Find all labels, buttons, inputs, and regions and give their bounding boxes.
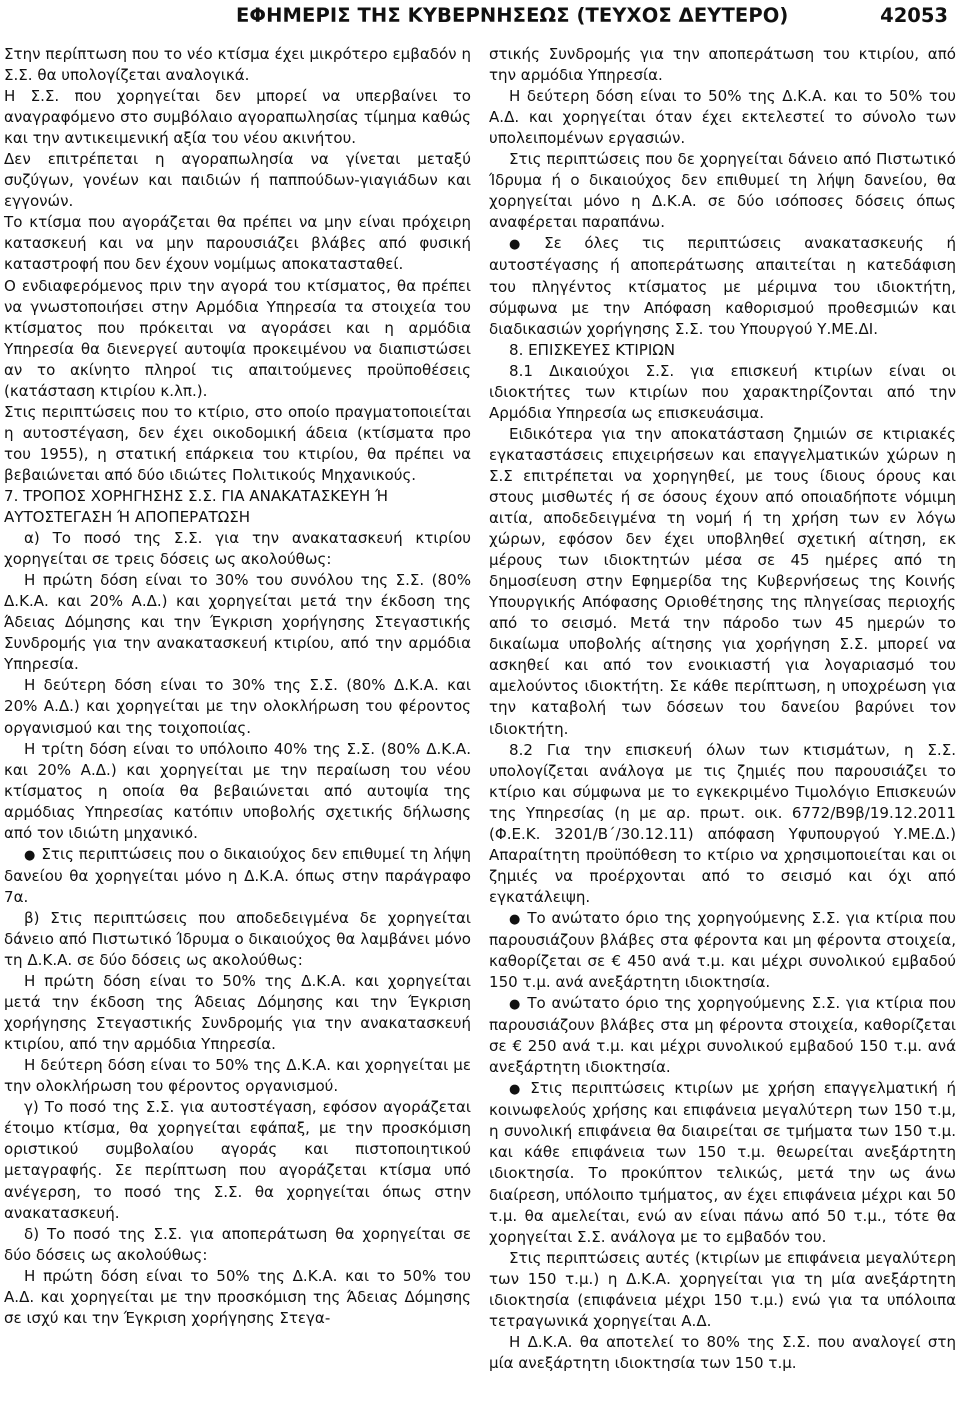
paragraph: 8.1 Δικαιούχοι Σ.Σ. για επισκευή κτιρίων είναι οι ιδιοκτήτες των κτιρίων που χαρακτηρίζονται από την Αρμόδια Υπηρεσία ως επισκευάσιμα. (489, 361, 956, 422)
paragraph: Το κτίσμα που αγοράζεται θα πρέπει να μην είναι πρόχειρη κατασκευή και να μην παρουσιάζει βλάβες από φυσική καταστροφή που δεν έχουν νομίμως αποκατασταθεί. (4, 213, 471, 274)
paragraph: Δεν επιτρέπεται η αγοραπωλησία να γίνεται μεταξύ συζύγων, γονέων και παιδιών ή παππούδων-γιαγιάδων και εγγονών. (4, 150, 471, 211)
paragraph: στικής Συνδρομής για την αποπεράτωση του κτιρίου, από την αρμόδια Υπηρεσία. (489, 45, 956, 85)
paragraph: γ) Το ποσό της Σ.Σ. για αυτοστέγαση, εφόσον αγοράζεται έτοιμο κτίσμα, θα χορηγείται εφάπαξ, με την προσκόμιση οριστικού συμβολαίου αγοράς και πιστοποιητικού μεταγραφής. Σε περίπτωση που αγοράζεται κτίσμα υπό ανέγερση, το ποσό της Σ.Σ. θα χορηγείται όπως στην ανακατασκευή. (4, 1098, 471, 1222)
paragraph: Στις περιπτώσεις που δε χορηγείται δάνειο από Πιστωτικό Ίδρυμα ή ο δικαιούχος δεν επιθυμεί τη λήψη δανείου, θα χορηγείται μόνο η Δ.Κ.Α. σε δύο ισόποσες δόσεις όπως αναφέρεται παραπάνω. (489, 150, 956, 232)
section-heading-8: 8. ΕΠΙΣΚΕΥΕΣ ΚΤΙΡΙΩΝ (509, 340, 676, 359)
paragraph: β) Στις περιπτώσεις που αποδεδειγμένα δε χορηγείται δάνειο από Πιστωτικό Ίδρυμα ο δικαιούχος θα λαμβάνει μόνο τη Δ.Κ.Α. σε δύο δόσεις ως ακολούθως: (4, 908, 471, 970)
bullet-paragraph: ● Το ανώτατο όριο της χορηγούμενης Σ.Σ. για κτίρια που παρουσιάζουν βλάβες στα φέροντα και μη φέροντα στοιχεία, καθορίζεται σε € 450 ανά τ.μ. και μέχρι συνολικού εμβαδού 150 τ.μ. ανά ανεξάρτητη ιδιοκτησία. (489, 908, 956, 993)
paragraph: Η πρώτη δόση είναι το 50% της Δ.Κ.Α. και το 50% του Α.Δ. και χορηγείται με την προσκόμιση της Άδειας Δόμησης σε ισχύ και την Έγκριση χορήγησης Στεγα- (4, 1266, 471, 1327)
left-column (4, 44, 471, 1329)
paragraph: Η δεύτερη δόση είναι το 50% της Δ.Κ.Α. και χορηγείται με την ολοκλήρωση του φέροντος οργανισμού. (4, 1056, 471, 1096)
paragraph: Στις περιπτώσεις που το κτίριο, στο οποίο πραγματοποιείται η αυτοστέγαση, δεν έχει οικοδομική άδεια (κτίσματα προ του 1955), η στατική επάρκεια του κτιρίου, θα πρέπει να βεβαιώνεται από δύο ιδιώτες Πολιτικούς Μηχανικούς. (4, 402, 471, 484)
bullet-paragraph: ● Στις περιπτώσεις που ο δικαιούχος δεν επιθυμεί τη λήψη δανείου θα χορηγείται μόνο η Δ.Κ.Α. όπως στην παράγραφο 7α. (4, 844, 471, 908)
paragraph: Στην περίπτωση που το νέο κτίσμα έχει μικρότερο εμβαδόν η Σ.Σ. θα υπολογίζεται αναλογικά. (4, 45, 471, 85)
paragraph: δ) Το ποσό της Σ.Σ. για αποπεράτωση θα χορηγείται σε δύο δόσεις ως ακολούθως: (4, 1224, 471, 1264)
paragraph: Η πρώτη δόση είναι το 30% του συνόλου της Σ.Σ. (80% Δ.Κ.Α. και 20% Α.Δ.) και χορηγείται μετά την έκδοση της Άδειας Δόμησης και την Έγκριση χορήγησης Στεγαστικής Συνδρομής για την ανακατασκευή κτιρίου, από την αρμόδια Υπηρεσία. (4, 571, 471, 674)
paragraph: Ο ενδιαφερόμενος πριν την αγορά του κτίσματος, θα πρέπει να γνωστοποιήσει στην Αρμόδια Υπηρεσία τα στοιχεία του κτίσματος που πρόκειται να αγοράσει και η αρμόδια Υπηρεσία θα διενεργεί αυτοψία προκειμένου να διαπιστώσει αν το ακίνητο πληροί τις απαιτούμενες προϋποθέσεις (κατάσταση κτιρίου κ.λπ.). (4, 276, 471, 400)
paragraph: 8.2 Για την επισκευή όλων των κτισμάτων, η Σ.Σ. υπολογίζεται ανάλογα με τις ζημιές που παρουσιάζει το κτίριο και σύμφωνα με το εγκεκριμένο Τιμολόγιο Επισκευών της Υπηρεσίας (η με αρ. πρωτ. οικ. 6772/Β9β/19.12.2011 (Φ.Ε.Κ. 3201/Β΄/30.12.11) απόφαση Υφυπουργού Υ.ΜΕ.Δ.) Απαραίτητη προϋπόθεση το κτίριο να χρησιμοποιείται και οι ζημιές να προέρχονται από το σεισμό και όχι από εγκατάλειψη. (489, 740, 956, 906)
bullet-paragraph: ● Σε όλες τις περιπτώσεις ανακατασκευής ή αυτοστέγασης ή αποπεράτωσης απαιτείται η κατεδάφιση του πληγέντος κτίσματος με μέριμνα του ιδιοκτήτη, σύμφωνα με την Απόφαση καθορισμού προθεσμιών και διαδικασιών χορήγησης Σ.Σ. του Υπουργού Υ.ΜΕ.ΔΙ. (489, 233, 956, 339)
paragraph: Η Σ.Σ. που χορηγείται δεν μπορεί να υπερβαίνει το αναγραφόμενο στο συμβόλαιο αγοραπωλησίας τίμημα καθώς και την αντικειμενική αξία του νέου ακινήτου. (4, 87, 471, 148)
gazette-title: ΕΦΗΜΕΡΙΣ ΤΗΣ ΚΥΒΕΡΝΗΣΕΩΣ (ΤΕΥΧΟΣ ΔΕΥΤΕΡΟ) (236, 4, 789, 27)
paragraph: Στις περιπτώσεις αυτές (κτιρίων με επιφάνεια μεγαλύτερη των 150 τ.μ.) η Δ.Κ.Α. χορηγείται για τη μία ανεξάρτητη ιδιοκτησία (επιφάνεια μέχρι 150 τ.μ.) ενώ για τα υπόλοιπα τετραγωνικά χορηγείται Α.Δ. (489, 1248, 956, 1330)
paragraph: Η τρίτη δόση είναι το υπόλοιπο 40% της Σ.Σ. (80% Δ.Κ.Α. και 20% Α.Δ.) και χορηγείται με την περαίωση του νέου κτίσματος η οποία θα βεβαιώνεται από αυτοψία της αρμόδιας Υπηρεσίας κατόπιν υποβολής σχετικής δήλωσης από τον ιδιώτη μηχανικό. (4, 739, 471, 842)
paragraph: Η Δ.Κ.Α. θα αποτελεί το 80% της Σ.Σ. που αναλογεί στη μία ανεξάρτητη ιδιοκτησία των 150 τ.μ. (489, 1332, 956, 1372)
paragraph: Η δεύτερη δόση είναι το 50% της Δ.Κ.Α. και το 50% του Α.Δ. και χορηγείται όταν έχει εκτελεστεί το σύνολο των υπολειπομένων εργασιών. (489, 87, 956, 148)
paragraph: Η πρώτη δόση είναι το 50% της Δ.Κ.Α. και χορηγείται μετά την έκδοση της Άδειας Δόμησης και την Έγκριση χορήγησης Στεγαστικής Συνδρομής για την ανακατασκευή κτιρίου, από την αρμόδια Υπηρεσία. (4, 972, 471, 1054)
paragraph: Η δεύτερη δόση είναι το 30% της Σ.Σ. (80% Δ.Κ.Α. και 20% Α.Δ.) και χορηγείται με την ολοκλήρωση του φέροντος οργανισμού και της τοιχοποιίας. (4, 676, 471, 737)
right-column (489, 44, 956, 1374)
bullet-paragraph: ● Στις περιπτώσεις κτιρίων με χρήση επαγγελματική ή κοινωφελούς χρήσης και επιφάνεια μεγαλύτερη των 150 τ.μ, η συνολική επιφάνεια θα διαιρείται σε τμήματα των 150 τ.μ. και κάθε επιφάνεια των 150 τ.μ. θεωρείται ανεξάρτητη ιδιοκτησία. Το προκύπτον τελικώς, μετά την ως άνω διαίρεση, υπόλοιπο τμήματος, αν έχει επιφάνεια μέχρι και 50 τ.μ. θα αμελείται, ενώ αν είναι πάνω από 50 τ.μ., τότε θα χορηγείται Σ.Σ. ανάλογα με το εμβαδόν του. (489, 1078, 956, 1247)
section-heading-7: 7. ΤΡΟΠΟΣ ΧΟΡΗΓΗΣΗΣ Σ.Σ. ΓΙΑ ΑΝΑΚΑΤΑΣΚΕΥΗ Ή ΑΥΤΟΣΤΕΓΑΣΗ Ή ΑΠΟΠΕΡΑΤΩΣΗ (4, 486, 389, 527)
page-header (0, 2, 960, 30)
paragraph: α) Το ποσό της Σ.Σ. για την ανακατασκευή κτιρίου χορηγείται σε τρεις δόσεις ως ακολούθως: (4, 529, 471, 569)
paragraph: Ειδικότερα για την αποκατάσταση ζημιών σε κτιριακές εγκαταστάσεις επιχειρήσεων και επαγγελματικών χώρων η Σ.Σ επιτρέπεται να χορηγηθεί, με τους ίδιους όρους και στους μισθωτές ή σε όσους έχουν από οποιαδήποτε νόμιμη αιτία, αποδεδειγμένα τη νομή ή τη χρήση των εν λόγω χώρων, εφόσον δεν έχει υποβληθεί σχετική αίτηση, εκ μέρους των ιδιοκτητών μέσα σε 45 ημέρες από τη δημοσίευση στην Εφημερίδα της Κυβερνήσεως της Κοινής Υπουργικής Απόφασης Οριοθέτησης της πληγείσας περιοχής από το σεισμό. Μετά την πάροδο των 45 ημερών το δικαίωμα υποβολής αίτησης για χορήγηση Σ.Σ. μπορεί να ασκηθεί και από τον ενοικιαστή για λογαριασμό του αμελούντος ιδιοκτήτη. Σε κάθε περίπτωση, η υποχρέωση για την καταβολή των δόσεων του δανείου βαρύνει τον ιδιοκτήτη. (489, 424, 956, 738)
bullet-paragraph: ● Το ανώτατο όριο της χορηγούμενης Σ.Σ. για κτίρια που παρουσιάζουν βλάβες στα μη φέροντα στοιχεία, καθορίζεται σε € 250 ανά τ.μ. και μέχρι συνολικού εμβαδού 150 τ.μ. ανά ανεξάρτητη ιδιοκτησία. (489, 993, 956, 1078)
page-number: 42053 (880, 4, 948, 27)
